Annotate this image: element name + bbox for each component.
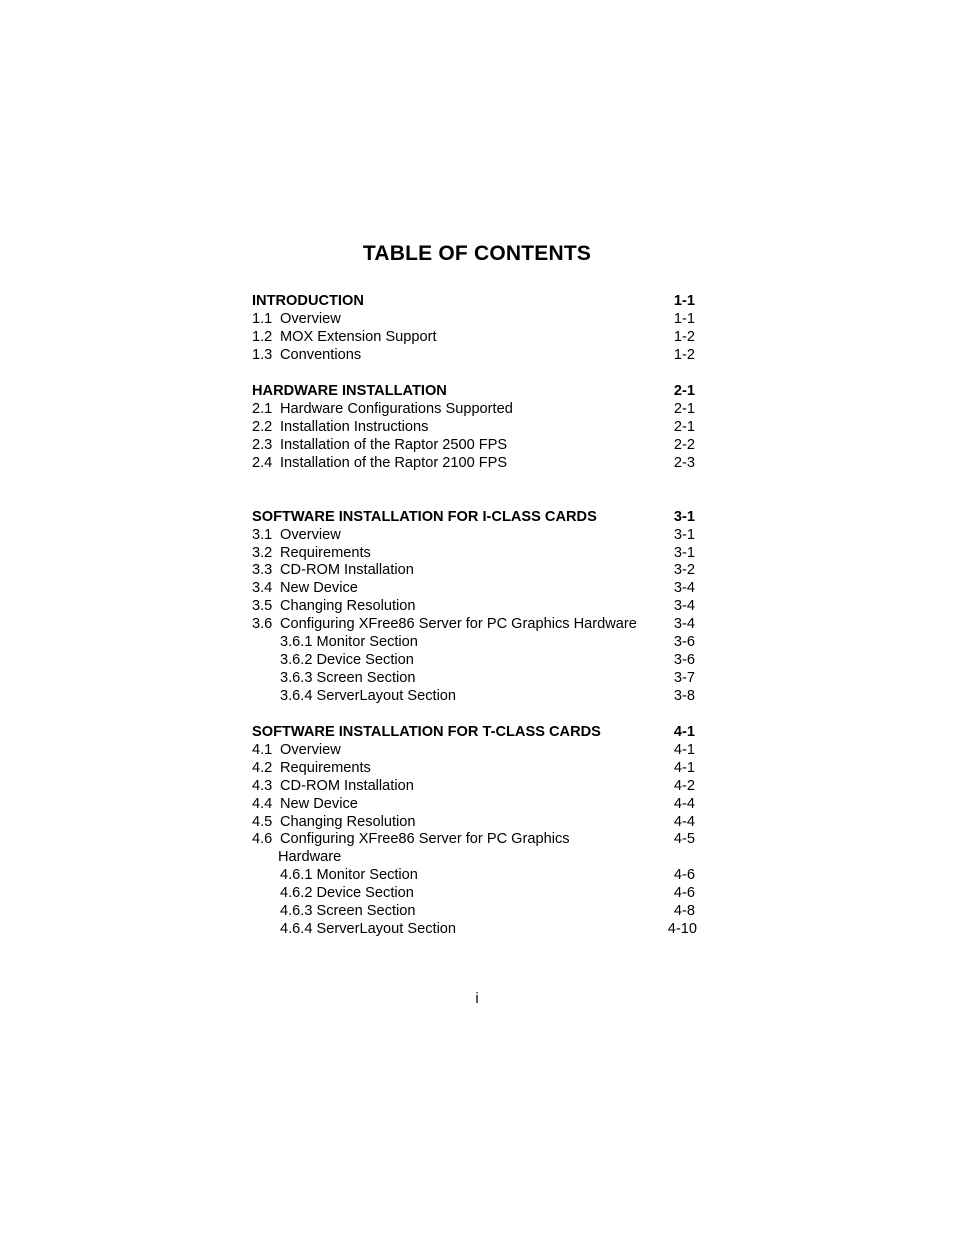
toc-page-number: 4-2 [673, 777, 695, 794]
toc-page-number: 2-1 [673, 383, 695, 400]
toc-subentry[interactable] [252, 921, 702, 939]
toc-entry-label: CD-ROM Installation [280, 562, 414, 579]
toc-entry-number: 2.3 [252, 436, 273, 453]
toc-subentry-label: 4.6.2 Device Section [280, 885, 414, 902]
toc-entry-label: Changing Resolution [280, 598, 416, 615]
toc-entry[interactable] [252, 796, 702, 814]
toc-section-hardware [252, 383, 702, 472]
toc-entry-number: 3.2 [252, 544, 273, 561]
table-of-contents [252, 293, 702, 939]
toc-subentry[interactable] [252, 885, 702, 903]
toc-entry-number: 4.5 [252, 813, 273, 830]
toc-entry-number: 2.4 [252, 454, 273, 471]
toc-entry-number: 4.3 [252, 777, 273, 794]
toc-entry-number: 3.1 [252, 526, 273, 543]
toc-subentry[interactable] [252, 634, 702, 652]
toc-page-number: 3-4 [673, 598, 695, 615]
toc-entry-label: Installation of the Raptor 2100 FPS [280, 454, 508, 471]
toc-entry[interactable] [252, 778, 702, 796]
toc-entry-label: New Device [280, 795, 358, 812]
toc-entry[interactable] [252, 814, 702, 832]
toc-page-number: 3-8 [673, 687, 695, 704]
toc-entry-number: 3.6 [252, 616, 273, 633]
toc-page-number: 4-10 [667, 920, 697, 937]
toc-entry-number: 3.4 [252, 580, 273, 597]
toc-subentry-label: 4.6.1 Monitor Section [280, 867, 418, 884]
toc-page-number: 4-1 [673, 742, 695, 758]
section-spacer [252, 473, 702, 509]
toc-subentry-label: 3.6.3 Screen Section [280, 669, 416, 686]
toc-page-number: 4-5 [673, 831, 695, 848]
toc-entry-number: 1.2 [252, 328, 273, 345]
toc-entry[interactable] [252, 580, 702, 598]
toc-heading-label: SOFTWARE INSTALLATION FOR I-CLASS CARDS [252, 508, 597, 525]
toc-subentry-label: 3.6.2 Device Section [280, 651, 414, 668]
toc-entry[interactable] [252, 616, 702, 634]
toc-page-number: 3-6 [673, 651, 695, 668]
toc-page-number: 4-6 [673, 867, 695, 884]
toc-heading-label: SOFTWARE INSTALLATION FOR T-CLASS CARDS [252, 724, 601, 741]
toc-entry-label: Conventions [280, 346, 362, 363]
toc-entry[interactable] [252, 831, 702, 849]
toc-heading[interactable] [252, 293, 702, 311]
toc-entry-number: 3.5 [252, 598, 273, 615]
section-spacer [252, 706, 702, 725]
toc-page-number: 1-1 [673, 293, 695, 309]
toc-entry[interactable] [252, 437, 702, 455]
toc-entry-number: 1.3 [252, 346, 273, 363]
toc-entry[interactable] [252, 545, 702, 563]
toc-entry-label: Installation Instructions [280, 418, 429, 435]
toc-entry-label: Installation of the Raptor 2500 FPS [280, 436, 508, 453]
toc-entry-label: Configuring XFree86 Server for PC Graphics Hardware [280, 616, 637, 633]
toc-page-number: 2-1 [673, 418, 695, 435]
toc-entry[interactable] [252, 562, 702, 580]
toc-entry-label: Changing Resolution [280, 813, 416, 830]
toc-entry-number: 2.1 [252, 400, 273, 417]
toc-entry-label: Configuring XFree86 Server for PC Graphics [280, 831, 570, 848]
toc-page-number: 4-1 [673, 724, 695, 741]
toc-entry-number: 3.3 [252, 562, 273, 579]
toc-page-number: 2-3 [673, 454, 695, 471]
toc-page-number: 3-2 [673, 562, 695, 579]
toc-heading[interactable] [252, 724, 702, 742]
toc-page-number: 3-6 [673, 634, 695, 651]
toc-entry[interactable] [252, 347, 702, 365]
toc-entry-label: Hardware Configurations Supported [280, 400, 513, 417]
toc-entry-label: New Device [280, 580, 358, 597]
toc-subentry-label: 3.6.1 Monitor Section [280, 634, 418, 651]
toc-entry-number: 4.6 [252, 831, 273, 848]
toc-entry[interactable] [252, 760, 702, 778]
toc-page-number: 1-2 [673, 346, 695, 363]
toc-entry-label: Requirements [280, 544, 371, 561]
toc-page-number: 4-6 [673, 885, 695, 902]
toc-section-software-i-class [252, 509, 702, 706]
footer-page-number: i [475, 991, 479, 1007]
toc-entry[interactable] [252, 401, 702, 419]
toc-entry-label: Requirements [280, 759, 371, 776]
toc-entry[interactable] [252, 329, 702, 347]
toc-entry[interactable] [252, 527, 702, 545]
toc-entry-number: 4.2 [252, 759, 273, 776]
toc-page-number: 4-4 [673, 795, 695, 812]
toc-page-number: 1-2 [673, 328, 695, 345]
toc-page-number: 4-8 [673, 903, 695, 920]
toc-subentry-label: 4.6.3 Screen Section [280, 903, 416, 920]
section-spacer [252, 365, 702, 384]
toc-entry[interactable] [252, 455, 702, 473]
toc-section-introduction [252, 293, 702, 365]
toc-entry[interactable] [252, 419, 702, 437]
toc-page-number: 2-1 [673, 400, 695, 417]
toc-heading-label: INTRODUCTION [252, 293, 364, 309]
toc-entry-number: 4.1 [252, 742, 273, 758]
toc-entry-label: Overview [280, 526, 341, 543]
toc-entry-number: 1.1 [252, 310, 273, 327]
toc-entry[interactable] [252, 598, 702, 616]
toc-entry-continuation-label: Hardware [278, 849, 342, 866]
toc-page-number: 3-4 [673, 580, 695, 597]
toc-entry-label: MOX Extension Support [280, 328, 437, 345]
toc-subentry-label: 3.6.4 ServerLayout Section [280, 687, 457, 704]
toc-heading[interactable] [252, 383, 702, 401]
toc-subentry[interactable] [252, 688, 702, 706]
toc-heading[interactable] [252, 509, 702, 527]
toc-entry[interactable] [252, 311, 702, 329]
toc-entry-number: 2.2 [252, 418, 273, 435]
toc-page-number: 3-7 [673, 669, 695, 686]
toc-page-number: 4-1 [673, 759, 695, 776]
toc-subentry[interactable] [252, 867, 702, 885]
toc-entry-number: 4.4 [252, 795, 273, 812]
toc-page-number: 2-2 [673, 436, 695, 453]
page-title: TABLE OF CONTENTS [362, 242, 592, 265]
toc-page-number: 3-1 [673, 526, 695, 543]
toc-entry-label: Overview [280, 742, 341, 758]
toc-entry-label: CD-ROM Installation [280, 777, 414, 794]
toc-entry-label: Overview [280, 310, 341, 327]
toc-page-number: 4-4 [673, 813, 695, 830]
toc-page-number: 1-1 [673, 310, 695, 327]
toc-subentry[interactable] [252, 903, 702, 921]
toc-heading-label: HARDWARE INSTALLATION [252, 383, 447, 400]
toc-section-software-t-class [252, 724, 702, 939]
toc-subentry[interactable] [252, 670, 702, 688]
toc-subentry-label: 4.6.4 ServerLayout Section [280, 920, 457, 937]
toc-entry-continuation[interactable] [252, 849, 702, 867]
toc-subentry[interactable] [252, 652, 702, 670]
toc-page-number: 3-1 [673, 544, 695, 561]
toc-page-number: 3-4 [673, 616, 695, 633]
toc-entry[interactable] [252, 742, 702, 760]
toc-page-number: 3-1 [673, 508, 695, 525]
